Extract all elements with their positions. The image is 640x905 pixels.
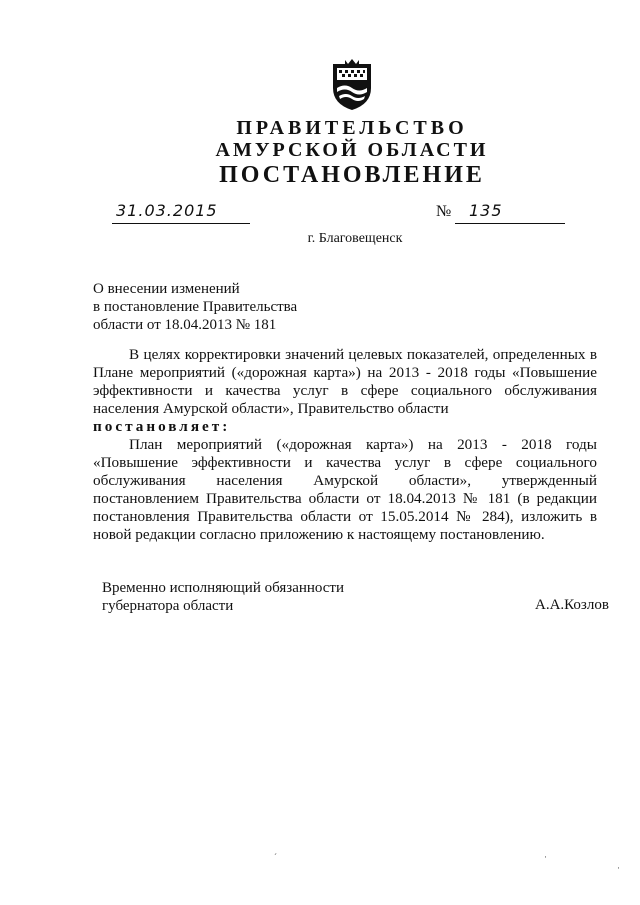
scan-mark: · bbox=[544, 852, 547, 862]
subject-line: области от 18.04.2013 № 181 bbox=[93, 317, 277, 333]
resolution-paragraph: План мероприятий («дорожная карта») на 2013 - 2018 годы «Повышение эффективности и качества услуг в сфере социального обслуживания населения Амурской области», утвержденный постановлением Правительства области от 18.04.2013 № 181 (в редакции постановления Правительства области от 15.05.2014 № 284), изложить в новой редакции согласно приложению к настоящему постановлению. bbox=[93, 436, 597, 543]
org-title-line1: ПРАВИТЕЛЬСТВО bbox=[236, 117, 468, 139]
subject-line: в постановление Правительства bbox=[93, 299, 298, 315]
document-type: ПОСТАНОВЛЕНИЕ bbox=[219, 162, 485, 188]
position-line: губернатора области bbox=[102, 598, 234, 614]
subject-line: О внесении изменений bbox=[93, 281, 240, 297]
scan-mark: ´ bbox=[274, 852, 277, 862]
org-title-line2: АМУРСКОЙ ОБЛАСТИ bbox=[215, 139, 489, 161]
city: г. Благовещенск bbox=[307, 231, 403, 246]
date-field bbox=[112, 201, 250, 224]
signatory-position bbox=[102, 579, 344, 615]
preamble-paragraph: В целях корректировки значений целевых показателей, определенных в Плане мероприятий («дорожная карта») на 2013 - 2018 годы «Повышение эффективности и качества услуг в сфере социального обслуживания населения Амурской области», Правительство области bbox=[93, 346, 597, 417]
coat-of-arms-icon bbox=[327, 58, 377, 112]
subject-block bbox=[93, 280, 297, 334]
number-label: № bbox=[436, 203, 452, 220]
body-text bbox=[93, 346, 597, 544]
signatory-name: А.А.Козлов bbox=[535, 597, 609, 613]
handwritten-date: 31.03.2015 bbox=[116, 201, 218, 220]
scan-mark: · bbox=[617, 863, 620, 873]
number-field bbox=[455, 201, 565, 224]
handwritten-number: 135 bbox=[469, 201, 503, 220]
position-line: Временно исполняющий обязанности bbox=[102, 580, 345, 596]
resolve-keyword: постановляет: bbox=[93, 418, 231, 435]
